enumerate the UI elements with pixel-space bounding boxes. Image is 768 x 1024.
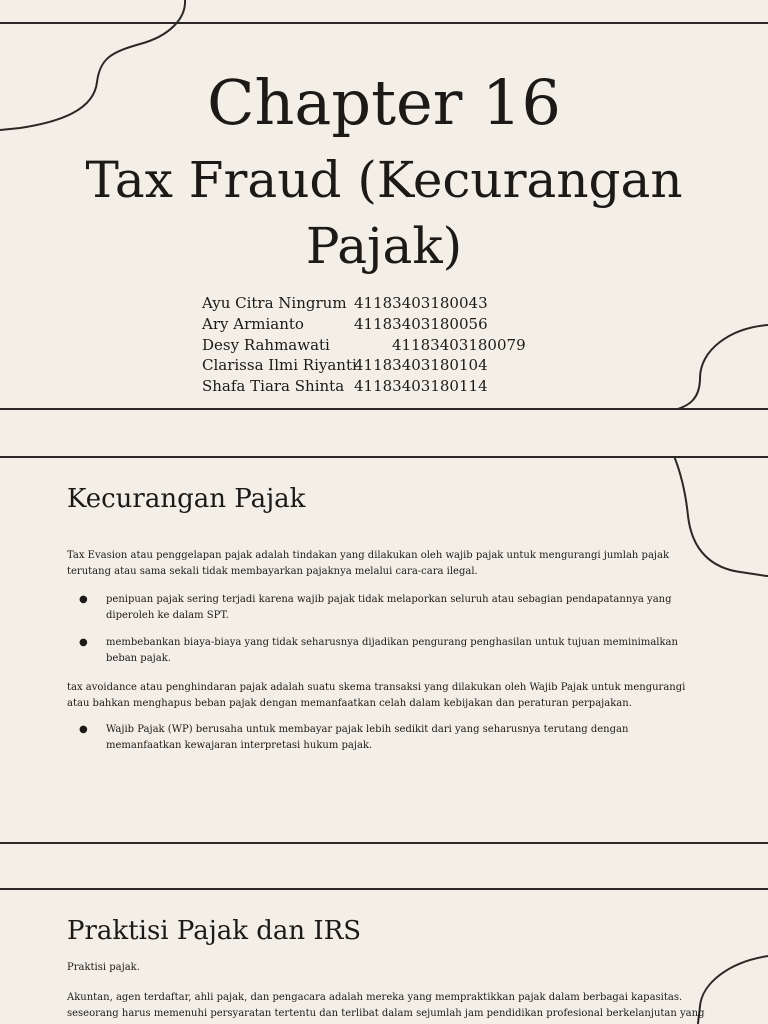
bullet-text: Wajib Pajak (WP) berusaha untuk membayar pajak lebih sedikit dari yang seharusnya terutang dengan memanfaatkan kewajaran interpretasi hukum pajak. (106, 724, 629, 751)
paragraph-tax-evasion: Tax Evasion atau penggelapan pajak adalah tindakan yang dilakukan oleh wajib pajak untuk mengurangi jumlah pajak terutang atau sama sekali tidak membayarkan pajaknya melalui cara-cara ilegal. (67, 550, 670, 577)
paragraph-intro: Praktisi pajak. (67, 962, 140, 973)
bullet-text: penipuan pajak sering terjadi karena wajib pajak tidak melaporkan seluruh atau sebagian pendapatannya yang diperoleh ke dalam SPT. (106, 594, 672, 621)
bullet-item (79, 592, 706, 624)
bottom-rule (0, 408, 768, 410)
paragraph-body: Akuntan, agen terdaftar, ahli pajak, dan pengacara adalah mereka yang mempraktikkan pajak dalam berbagai kapasitas. seseorang harus memenuhi persyaratan tertentu dan terlibat dalam sejumlah jam pendidikan profesional berkelanjutan yang (67, 992, 705, 1019)
member-id: 41183403180114 (354, 377, 488, 396)
member-name: Ayu Citra Ningrum (202, 294, 347, 312)
title-slide (0, 0, 768, 410)
top-rule (0, 22, 768, 24)
member-row (202, 335, 526, 356)
member-name: Ary Armianto (202, 314, 304, 333)
bullet-item (79, 722, 706, 754)
member-list (202, 293, 526, 397)
member-id: 41183403180079 (392, 335, 526, 354)
bottom-rule (0, 842, 768, 844)
subtitle-line-1: Tax Fraud (Kecurangan (85, 151, 683, 209)
subtitle-line-2: Pajak) (305, 217, 463, 275)
member-row (202, 314, 526, 335)
bullet-text: membebankan biaya-biaya yang tidak seharusnya dijadikan pengurang penghasilan untuk tujuan meminimalkan beban pajak. (106, 637, 678, 664)
chapter-title: Chapter 16 (207, 66, 561, 139)
member-row (202, 355, 526, 376)
member-row (202, 376, 526, 397)
member-id: 41183403180043 (354, 294, 488, 312)
content-slide-kecurangan (0, 456, 768, 844)
content-slide-praktisi (0, 888, 768, 1024)
section-heading: Praktisi Pajak dan IRS (67, 916, 362, 946)
top-rule (0, 456, 768, 458)
bullet-dot: ● (79, 594, 88, 605)
bullet-item (79, 635, 706, 667)
section-heading: Kecurangan Pajak (67, 484, 306, 514)
member-name: Desy Rahmawati (202, 335, 330, 354)
top-rule (0, 888, 768, 890)
bullet-dot: ● (79, 724, 88, 735)
paragraph-tax-avoidance: tax avoidance atau penghindaran pajak adalah suatu skema transaksi yang dilakukan oleh Wajib Pajak untuk mengurangi atau bahkan menghapus beban pajak dengan memanfaatkan celah dalam kebijakan dan peraturan perpajakan. (67, 682, 686, 709)
member-name: Shafa Tiara Shinta (202, 377, 345, 396)
member-id: 41183403180104 (354, 356, 488, 375)
bullet-dot: ● (79, 637, 88, 648)
member-row (202, 293, 526, 314)
member-name: Clarissa Ilmi Riyanti (202, 356, 357, 375)
member-id: 41183403180056 (354, 314, 488, 333)
